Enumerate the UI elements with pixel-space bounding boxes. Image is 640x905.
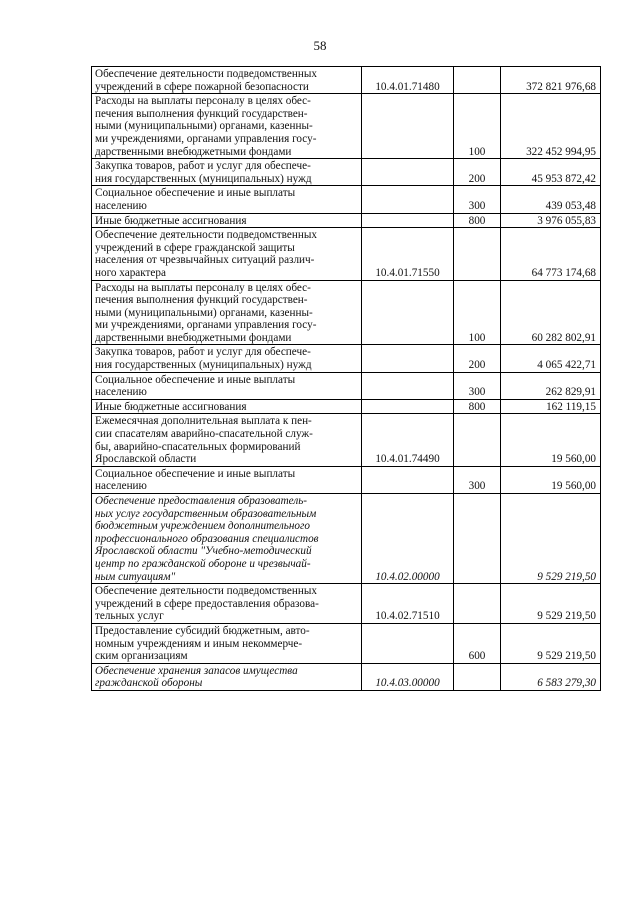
row-name-line: учреждений в сфере пожарной безопасности — [95, 80, 309, 93]
table-row — [92, 494, 601, 584]
table-row — [92, 623, 601, 663]
row-name-line: центр по гражданской обороне и чрезвычай- — [95, 557, 311, 570]
table-row — [92, 213, 601, 228]
row-expense-type-cell: 300 — [454, 186, 501, 213]
row-sum-cell: 3 976 055,83 — [501, 213, 601, 228]
row-name-line: тельных услуг — [95, 610, 164, 623]
row-code-cell: 10.4.01.71550 — [362, 228, 454, 280]
table-row — [92, 159, 601, 186]
row-code-cell — [362, 466, 454, 493]
row-name-line: сии спасателям аварийно-спасательной служ- — [95, 428, 313, 441]
row-name-line: населению — [95, 386, 147, 399]
row-name-line: населению — [95, 199, 147, 212]
row-expense-type-cell — [454, 663, 501, 690]
row-name-line: Предоставление субсидий бюджетным, авто- — [95, 624, 310, 637]
row-name-line: Ежемесячная дополнительная выплата к пен- — [95, 415, 312, 428]
row-name-cell — [92, 466, 362, 493]
page-number: 58 — [313, 38, 327, 53]
row-name-cell — [92, 372, 362, 399]
row-expense-type-cell — [454, 584, 501, 624]
row-name-cell — [92, 345, 362, 372]
row-name-cell — [92, 94, 362, 159]
row-code-cell: 10.4.02.00000 — [362, 494, 454, 584]
table-row — [92, 414, 601, 466]
row-code-cell: 10.4.03.00000 — [362, 663, 454, 690]
row-name-cell — [92, 623, 362, 663]
row-expense-type-cell — [454, 494, 501, 584]
row-name-line: ния государственных (муниципальных) нужд — [95, 359, 312, 372]
row-sum-cell: 9 529 219,50 — [501, 623, 601, 663]
row-name-line: дарственными внебюджетными фондами — [95, 331, 292, 344]
table-row — [92, 345, 601, 372]
row-name-cell — [92, 584, 362, 624]
row-name-line: ным ситуациям" — [95, 570, 176, 583]
row-name-line: ским организациям — [95, 650, 188, 663]
row-code-cell — [362, 345, 454, 372]
table-row — [92, 94, 601, 159]
table-row — [92, 399, 601, 414]
row-expense-type-cell — [454, 67, 501, 94]
row-sum-cell: 64 773 174,68 — [501, 228, 601, 280]
row-name-line: ми учреждениями, органами управления госу- — [95, 132, 317, 145]
budget-table-body — [92, 67, 601, 691]
row-sum-cell: 19 560,00 — [501, 414, 601, 466]
row-name-line: печения выполнения функций государствен- — [95, 107, 308, 120]
table-row — [92, 228, 601, 280]
row-name-line: Социальное обеспечение и иные выплаты — [95, 187, 296, 200]
row-sum-cell: 9 529 219,50 — [501, 494, 601, 584]
row-code-cell: 10.4.01.71480 — [362, 67, 454, 94]
row-code-cell — [362, 213, 454, 228]
row-code-cell — [362, 186, 454, 213]
row-name-line: учреждений в сфере предоставления образова- — [95, 597, 319, 610]
row-expense-type-cell: 100 — [454, 94, 501, 159]
row-sum-cell: 162 119,15 — [501, 399, 601, 414]
row-code-cell: 10.4.01.74490 — [362, 414, 454, 466]
row-name-cell — [92, 159, 362, 186]
row-sum-cell: 6 583 279,30 — [501, 663, 601, 690]
row-name-line: Иные бюджетные ассигнования — [95, 400, 247, 413]
row-code-cell — [362, 372, 454, 399]
row-sum-cell: 4 065 422,71 — [501, 345, 601, 372]
row-name-line: Закупка товаров, работ и услуг для обеспече- — [95, 160, 311, 173]
row-name-line: ными (муниципальными) органами, казенны- — [95, 306, 313, 319]
row-name-cell — [92, 494, 362, 584]
row-name-line: бюджетным учреждением дополнительного — [95, 520, 310, 533]
row-name-line: Иные бюджетные ассигнования — [95, 214, 247, 227]
row-code-cell — [362, 280, 454, 345]
row-name-cell — [92, 213, 362, 228]
row-name-cell — [92, 399, 362, 414]
row-expense-type-cell: 200 — [454, 345, 501, 372]
row-code-cell: 10.4.02.71510 — [362, 584, 454, 624]
row-name-line: печения выполнения функций государствен- — [95, 294, 308, 307]
row-name-line: Закупка товаров, работ и услуг для обеспече- — [95, 346, 311, 359]
row-code-cell — [362, 623, 454, 663]
row-sum-cell: 9 529 219,50 — [501, 584, 601, 624]
row-name-line: Расходы на выплаты персоналу в целях обес- — [95, 281, 311, 294]
row-name-line: ния государственных (муниципальных) нужд — [95, 172, 312, 185]
row-expense-type-cell: 300 — [454, 372, 501, 399]
row-name-line: ми учреждениями, органами управления госу- — [95, 319, 317, 332]
table-row — [92, 280, 601, 345]
row-expense-type-cell — [454, 414, 501, 466]
row-expense-type-cell — [454, 228, 501, 280]
row-name-line: дарственными внебюджетными фондами — [95, 145, 292, 158]
row-name-line: ного характера — [95, 266, 166, 279]
row-name-cell — [92, 280, 362, 345]
row-name-line: Обеспечение деятельности подведомственных — [95, 229, 317, 242]
row-expense-type-cell: 300 — [454, 466, 501, 493]
row-name-line: Ярославской области — [95, 453, 197, 466]
table-row — [92, 372, 601, 399]
table-row — [92, 186, 601, 213]
row-code-cell — [362, 159, 454, 186]
row-name-line: номным учреждениям и иным некоммерче- — [95, 637, 303, 650]
row-name-line: профессионального образования специалистов — [95, 532, 319, 545]
row-sum-cell: 372 821 976,68 — [501, 67, 601, 94]
row-name-cell — [92, 67, 362, 94]
row-name-line: Обеспечение хранения запасов имущества — [95, 664, 298, 677]
row-expense-type-cell: 800 — [454, 213, 501, 228]
row-name-line: учреждений в сфере гражданской защиты — [95, 241, 295, 254]
row-sum-cell: 19 560,00 — [501, 466, 601, 493]
row-name-line: Ярославской области "Учебно-методический — [95, 545, 312, 558]
row-name-line: Обеспечение деятельности подведомственных — [95, 585, 317, 598]
row-code-cell — [362, 399, 454, 414]
row-name-cell — [92, 228, 362, 280]
table-row — [92, 67, 601, 94]
row-sum-cell: 322 452 994,95 — [501, 94, 601, 159]
row-sum-cell: 439 053,48 — [501, 186, 601, 213]
row-expense-type-cell: 200 — [454, 159, 501, 186]
row-name-line: населения от чрезвычайных ситуаций различ- — [95, 254, 315, 267]
row-code-cell — [362, 94, 454, 159]
row-name-line: бы, аварийно-спасательных формирований — [95, 440, 301, 453]
row-expense-type-cell: 100 — [454, 280, 501, 345]
row-name-line: Социальное обеспечение и иные выплаты — [95, 373, 296, 386]
row-name-line: ными (муниципальными) органами, казенны- — [95, 120, 313, 133]
row-name-line: гражданской обороны — [95, 677, 203, 690]
row-name-line: населению — [95, 480, 147, 493]
row-sum-cell: 45 953 872,42 — [501, 159, 601, 186]
table-row — [92, 584, 601, 624]
row-sum-cell: 60 282 802,91 — [501, 280, 601, 345]
row-name-line: Обеспечение предоставления образователь- — [95, 495, 308, 507]
row-expense-type-cell: 800 — [454, 399, 501, 414]
row-name-line: ных услуг государственным образовательным — [95, 507, 317, 520]
row-name-cell — [92, 186, 362, 213]
row-name-line: Социальное обеспечение и иные выплаты — [95, 467, 296, 480]
row-name-cell — [92, 663, 362, 690]
row-expense-type-cell: 600 — [454, 623, 501, 663]
budget-table — [91, 66, 601, 691]
row-name-line: Обеспечение деятельности подведомственных — [95, 68, 317, 80]
table-row — [92, 663, 601, 690]
row-sum-cell: 262 829,91 — [501, 372, 601, 399]
table-row — [92, 466, 601, 493]
row-name-line: Расходы на выплаты персоналу в целях обес- — [95, 95, 311, 108]
row-name-cell — [92, 414, 362, 466]
